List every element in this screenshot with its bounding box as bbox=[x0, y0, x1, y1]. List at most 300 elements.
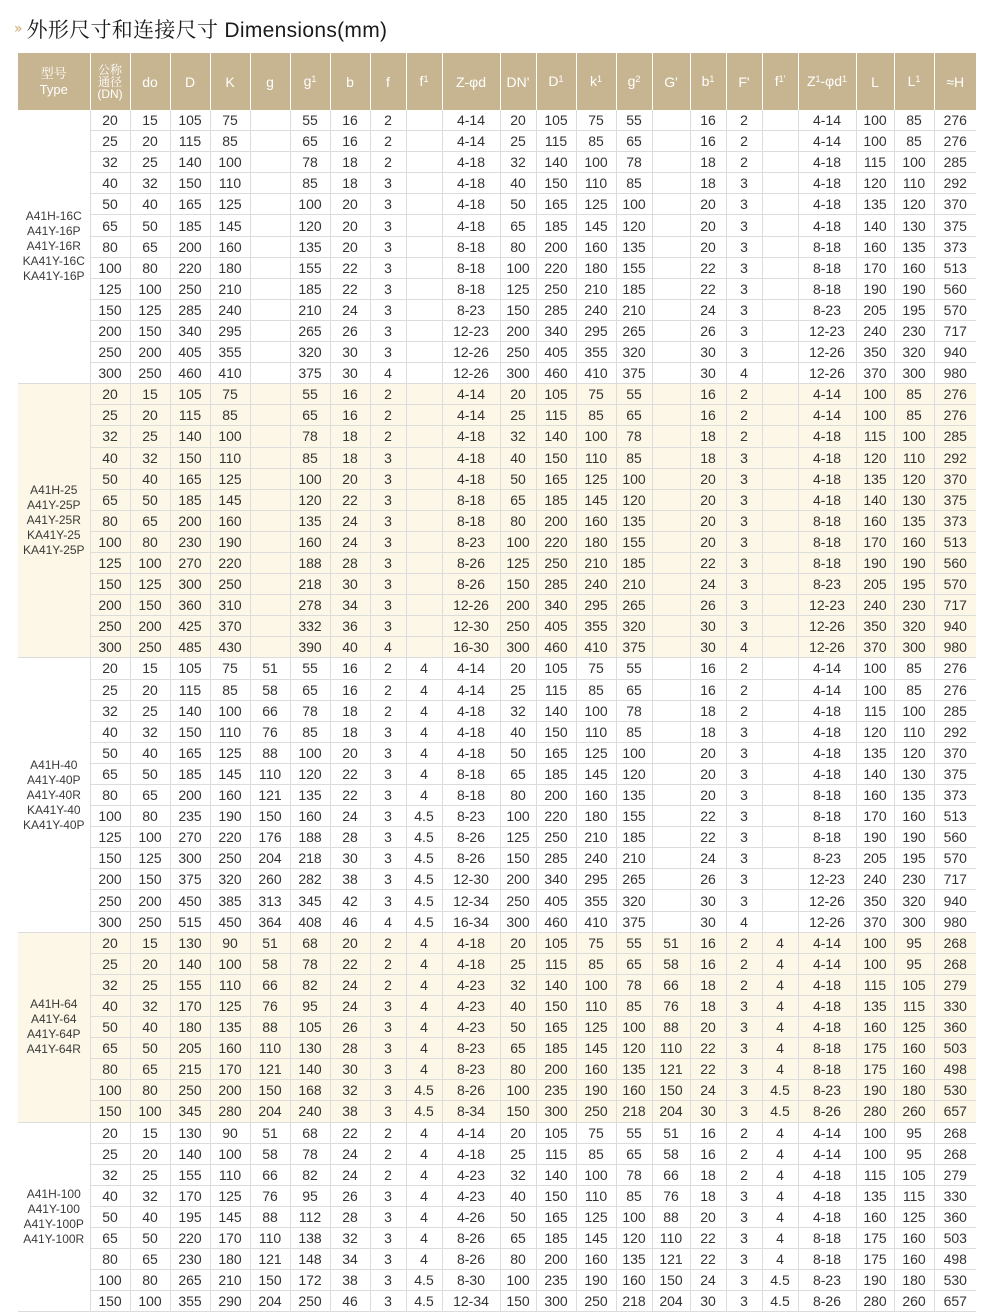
table-cell: 32 bbox=[330, 1080, 370, 1101]
table-cell: 160 bbox=[856, 510, 894, 531]
table-cell: 3 bbox=[726, 447, 762, 468]
table-cell: 4-14 bbox=[442, 679, 500, 700]
table-cell: 12-23 bbox=[442, 320, 500, 341]
table-cell: 140 bbox=[170, 152, 210, 173]
table-cell: 4 bbox=[762, 1143, 798, 1164]
table-cell: 3 bbox=[726, 806, 762, 827]
table-cell: 24 bbox=[330, 531, 370, 552]
table-cell bbox=[762, 827, 798, 848]
table-cell: 980 bbox=[934, 911, 976, 932]
table-cell bbox=[406, 257, 442, 278]
table-cell: 200 bbox=[90, 320, 130, 341]
table-cell: 18 bbox=[330, 152, 370, 173]
table-cell: 24 bbox=[330, 995, 370, 1016]
table-cell: 105 bbox=[536, 110, 576, 131]
table-cell: 8-26 bbox=[442, 827, 500, 848]
table-row bbox=[18, 447, 976, 468]
table-cell: 235 bbox=[170, 806, 210, 827]
table-cell: 88 bbox=[250, 1017, 290, 1038]
table-cell: 12-26 bbox=[442, 595, 500, 616]
table-cell: 190 bbox=[576, 1270, 616, 1291]
table-cell: 12-26 bbox=[442, 342, 500, 363]
table-cell: 4 bbox=[406, 742, 442, 763]
table-cell: 150 bbox=[130, 595, 170, 616]
table-row bbox=[18, 1038, 976, 1059]
table-cell bbox=[250, 236, 290, 257]
table-cell: 180 bbox=[576, 257, 616, 278]
table-cell: 155 bbox=[170, 1164, 210, 1185]
table-cell: 4-14 bbox=[798, 1143, 856, 1164]
table-row bbox=[18, 489, 976, 510]
table-cell: 20 bbox=[90, 1122, 130, 1143]
table-row bbox=[18, 742, 976, 763]
table-cell: 20 bbox=[690, 236, 726, 257]
table-cell: 4-18 bbox=[442, 700, 500, 721]
table-cell: 50 bbox=[90, 1206, 130, 1227]
table-cell: 135 bbox=[290, 236, 330, 257]
header-dn bbox=[90, 53, 130, 110]
table-cell: 100 bbox=[856, 131, 894, 152]
table-cell: 4-18 bbox=[798, 489, 856, 510]
table-cell: 110 bbox=[652, 1227, 690, 1248]
table-cell: 260 bbox=[250, 869, 290, 890]
table-cell: 65 bbox=[616, 1143, 652, 1164]
table-cell: 30 bbox=[330, 574, 370, 595]
table-cell: 135 bbox=[290, 510, 330, 531]
table-cell: 340 bbox=[536, 869, 576, 890]
table-cell: 120 bbox=[894, 468, 934, 489]
table-cell: 121 bbox=[250, 1059, 290, 1080]
table-cell: 3 bbox=[726, 995, 762, 1016]
table-cell: 100 bbox=[894, 700, 934, 721]
table-cell: 25 bbox=[90, 953, 130, 974]
table-cell: 485 bbox=[170, 637, 210, 658]
table-cell: 150 bbox=[170, 447, 210, 468]
table-cell: 115 bbox=[170, 679, 210, 700]
table-cell: 180 bbox=[894, 1270, 934, 1291]
table-cell: 120 bbox=[616, 489, 652, 510]
table-cell: 370 bbox=[934, 468, 976, 489]
table-cell: 110 bbox=[210, 721, 250, 742]
table-cell: 80 bbox=[500, 236, 536, 257]
table-row bbox=[18, 320, 976, 341]
header-f1-label: f bbox=[419, 72, 424, 89]
table-cell: 135 bbox=[894, 236, 934, 257]
table-cell: 195 bbox=[894, 299, 934, 320]
header-f1-prime-label: f bbox=[774, 72, 779, 89]
table-cell: 25 bbox=[500, 1143, 536, 1164]
table-cell: 140 bbox=[856, 763, 894, 784]
table-cell bbox=[250, 426, 290, 447]
table-cell: 185 bbox=[170, 489, 210, 510]
table-cell: 200 bbox=[536, 236, 576, 257]
table-cell: 4 bbox=[762, 1249, 798, 1270]
table-cell bbox=[762, 721, 798, 742]
table-cell: 105 bbox=[536, 1122, 576, 1143]
table-cell: 300 bbox=[170, 574, 210, 595]
table-cell: 16 bbox=[330, 384, 370, 405]
header-F-prime-label: F' bbox=[738, 73, 750, 90]
table-cell: 75 bbox=[576, 658, 616, 679]
table-cell: 100 bbox=[500, 257, 536, 278]
table-cell: 95 bbox=[894, 953, 934, 974]
table-cell: 200 bbox=[130, 890, 170, 911]
table-cell: 3 bbox=[726, 742, 762, 763]
table-cell bbox=[652, 637, 690, 658]
table-cell: 370 bbox=[856, 363, 894, 384]
table-cell: 85 bbox=[616, 721, 652, 742]
table-cell: 4-14 bbox=[798, 658, 856, 679]
table-row bbox=[18, 658, 976, 679]
table-cell: 250 bbox=[170, 278, 210, 299]
table-cell: 95 bbox=[290, 995, 330, 1016]
table-cell: 115 bbox=[856, 1164, 894, 1185]
table-cell: 4 bbox=[762, 995, 798, 1016]
table-cell: 176 bbox=[250, 827, 290, 848]
table-cell: 160 bbox=[576, 1249, 616, 1270]
table-cell: 24 bbox=[330, 1164, 370, 1185]
table-cell: 498 bbox=[934, 1249, 976, 1270]
table-cell: 4-14 bbox=[798, 131, 856, 152]
header-L-label: L bbox=[871, 73, 879, 90]
table-cell: 16 bbox=[330, 131, 370, 152]
table-cell: 4-18 bbox=[798, 1017, 856, 1038]
table-cell: 300 bbox=[536, 1101, 576, 1122]
table-row bbox=[18, 1017, 976, 1038]
table-cell: 320 bbox=[894, 342, 934, 363]
table-cell: 4-18 bbox=[442, 426, 500, 447]
table-cell bbox=[406, 320, 442, 341]
table-cell bbox=[250, 574, 290, 595]
table-cell: 15 bbox=[130, 110, 170, 131]
table-cell: 18 bbox=[690, 152, 726, 173]
table-cell: 8-23 bbox=[442, 299, 500, 320]
table-cell bbox=[406, 616, 442, 637]
table-cell: 160 bbox=[856, 785, 894, 806]
table-cell bbox=[652, 384, 690, 405]
table-cell: 125 bbox=[130, 848, 170, 869]
table-cell: 55 bbox=[616, 384, 652, 405]
table-cell: 51 bbox=[652, 932, 690, 953]
table-cell: 125 bbox=[500, 827, 536, 848]
table-cell: 2 bbox=[726, 700, 762, 721]
table-cell: 4-18 bbox=[798, 1164, 856, 1185]
table-cell bbox=[250, 405, 290, 426]
table-cell bbox=[762, 426, 798, 447]
table-cell: 140 bbox=[170, 426, 210, 447]
table-cell: 18 bbox=[330, 700, 370, 721]
table-cell: 16 bbox=[690, 1122, 726, 1143]
table-cell bbox=[652, 236, 690, 257]
table-cell: 250 bbox=[576, 1101, 616, 1122]
table-cell: 4-18 bbox=[442, 932, 500, 953]
table-cell: 560 bbox=[934, 278, 976, 299]
table-cell: 82 bbox=[290, 974, 330, 995]
table-cell: 300 bbox=[536, 1291, 576, 1312]
table-cell bbox=[406, 384, 442, 405]
table-cell: 16 bbox=[690, 110, 726, 131]
table-cell: 112 bbox=[290, 1206, 330, 1227]
type-cell bbox=[18, 1122, 90, 1312]
table-cell: 28 bbox=[330, 827, 370, 848]
table-cell bbox=[406, 447, 442, 468]
table-cell: 4-18 bbox=[798, 173, 856, 194]
table-cell: 4-18 bbox=[442, 468, 500, 489]
table-cell: 375 bbox=[934, 489, 976, 510]
table-cell: 188 bbox=[290, 552, 330, 573]
table-cell: 55 bbox=[290, 658, 330, 679]
header-g bbox=[250, 53, 290, 110]
table-row bbox=[18, 278, 976, 299]
table-cell: 3 bbox=[726, 1270, 762, 1291]
table-row bbox=[18, 574, 976, 595]
table-cell: 8-23 bbox=[442, 806, 500, 827]
table-cell: 190 bbox=[856, 827, 894, 848]
table-cell: 18 bbox=[330, 447, 370, 468]
table-cell: 125 bbox=[130, 299, 170, 320]
table-cell: 3 bbox=[726, 299, 762, 320]
table-cell: 4 bbox=[406, 1206, 442, 1227]
table-cell: 105 bbox=[536, 932, 576, 953]
table-cell: 58 bbox=[652, 1143, 690, 1164]
table-cell: 160 bbox=[894, 806, 934, 827]
table-cell: 110 bbox=[250, 1038, 290, 1059]
table-cell: 120 bbox=[894, 742, 934, 763]
table-cell: 4-18 bbox=[798, 700, 856, 721]
table-cell: 270 bbox=[170, 552, 210, 573]
table-cell: 150 bbox=[90, 299, 130, 320]
table-cell: 450 bbox=[210, 911, 250, 932]
table-cell: 3 bbox=[726, 763, 762, 784]
header-z1-label: Z bbox=[806, 72, 816, 89]
table-cell: 16 bbox=[690, 658, 726, 679]
table-cell: 100 bbox=[856, 405, 894, 426]
table-cell: 150 bbox=[536, 447, 576, 468]
table-cell: 22 bbox=[690, 806, 726, 827]
table-cell bbox=[250, 510, 290, 531]
table-cell: 4-18 bbox=[442, 721, 500, 742]
table-cell: 220 bbox=[170, 257, 210, 278]
table-cell: 320 bbox=[894, 616, 934, 637]
type-line: A41Y-25P bbox=[26, 498, 81, 513]
table-cell: 125 bbox=[130, 574, 170, 595]
table-cell: 980 bbox=[934, 637, 976, 658]
table-cell: 3 bbox=[726, 1249, 762, 1270]
table-cell: 3 bbox=[370, 721, 406, 742]
table-row bbox=[18, 1227, 976, 1248]
table-cell: 200 bbox=[210, 1080, 250, 1101]
table-cell: 200 bbox=[90, 869, 130, 890]
table-cell: 4 bbox=[406, 1038, 442, 1059]
table-cell: 78 bbox=[290, 426, 330, 447]
table-cell: 140 bbox=[290, 1059, 330, 1080]
table-cell: 405 bbox=[170, 342, 210, 363]
table-cell: 130 bbox=[170, 1122, 210, 1143]
table-cell: 18 bbox=[690, 974, 726, 995]
table-cell: 30 bbox=[330, 848, 370, 869]
header-b bbox=[330, 53, 370, 110]
header-f1-prime-index: 1' bbox=[778, 73, 786, 84]
table-cell: 65 bbox=[616, 131, 652, 152]
table-cell: 150 bbox=[500, 1291, 536, 1312]
table-cell: 300 bbox=[894, 363, 934, 384]
table-cell: 65 bbox=[90, 489, 130, 510]
table-cell: 330 bbox=[934, 1185, 976, 1206]
table-cell bbox=[762, 110, 798, 131]
header-g1-label: g bbox=[303, 72, 312, 89]
table-cell: 265 bbox=[616, 869, 652, 890]
table-cell: 100 bbox=[616, 1017, 652, 1038]
table-cell: 160 bbox=[210, 510, 250, 531]
table-cell: 2 bbox=[726, 405, 762, 426]
table-cell: 340 bbox=[536, 320, 576, 341]
table-cell: 230 bbox=[170, 531, 210, 552]
table-row bbox=[18, 1080, 976, 1101]
table-cell: 100 bbox=[894, 152, 934, 173]
table-cell: 20 bbox=[690, 785, 726, 806]
table-cell: 240 bbox=[576, 848, 616, 869]
table-cell: 285 bbox=[536, 848, 576, 869]
table-cell: 360 bbox=[170, 595, 210, 616]
table-cell: 4.5 bbox=[762, 1291, 798, 1312]
table-cell: 120 bbox=[856, 173, 894, 194]
table-cell: 3 bbox=[370, 1270, 406, 1291]
table-cell: 24 bbox=[330, 1143, 370, 1164]
table-cell: 28 bbox=[330, 552, 370, 573]
table-cell: 145 bbox=[210, 1206, 250, 1227]
table-cell: 3 bbox=[726, 595, 762, 616]
table-cell: 2 bbox=[726, 1122, 762, 1143]
table-cell bbox=[250, 468, 290, 489]
table-cell: 200 bbox=[536, 1249, 576, 1270]
table-cell: 100 bbox=[576, 974, 616, 995]
table-row bbox=[18, 468, 976, 489]
table-cell bbox=[406, 510, 442, 531]
table-cell: 3 bbox=[726, 468, 762, 489]
table-cell: 85 bbox=[290, 173, 330, 194]
table-cell: 3 bbox=[370, 1227, 406, 1248]
table-cell bbox=[652, 194, 690, 215]
table-cell: 215 bbox=[170, 1059, 210, 1080]
table-cell: 160 bbox=[856, 1206, 894, 1227]
table-cell: 25 bbox=[130, 1164, 170, 1185]
header-b1 bbox=[690, 53, 726, 110]
table-cell: 30 bbox=[690, 616, 726, 637]
table-cell: 513 bbox=[934, 531, 976, 552]
table-cell: 65 bbox=[130, 236, 170, 257]
type-line: A41H-40 bbox=[30, 757, 78, 772]
table-cell: 3 bbox=[370, 869, 406, 890]
table-cell: 85 bbox=[576, 953, 616, 974]
table-cell: 3 bbox=[370, 595, 406, 616]
pressure-group bbox=[18, 110, 976, 384]
table-cell: 8-18 bbox=[798, 531, 856, 552]
table-cell: 268 bbox=[934, 1122, 976, 1143]
table-cell bbox=[652, 320, 690, 341]
table-cell: 155 bbox=[170, 974, 210, 995]
table-cell: 100 bbox=[856, 953, 894, 974]
table-cell: 268 bbox=[934, 953, 976, 974]
header-phi-d-label: -φd bbox=[820, 72, 843, 89]
table-cell: 24 bbox=[330, 510, 370, 531]
table-cell: 170 bbox=[856, 257, 894, 278]
table-cell: 190 bbox=[856, 1270, 894, 1291]
table-cell: 135 bbox=[290, 785, 330, 806]
table-cell: 3 bbox=[370, 173, 406, 194]
table-cell bbox=[406, 405, 442, 426]
table-cell: 3 bbox=[370, 616, 406, 637]
table-cell: 185 bbox=[290, 278, 330, 299]
table-cell: 58 bbox=[250, 953, 290, 974]
table-row bbox=[18, 405, 976, 426]
table-cell: 165 bbox=[536, 1017, 576, 1038]
table-cell: 190 bbox=[894, 278, 934, 299]
table-cell: 8-18 bbox=[442, 785, 500, 806]
type-line: A41Y-16P bbox=[26, 224, 81, 239]
table-row bbox=[18, 363, 976, 384]
table-cell: 115 bbox=[894, 1185, 934, 1206]
table-cell: 240 bbox=[856, 320, 894, 341]
table-cell: 40 bbox=[130, 742, 170, 763]
table-cell: 170 bbox=[210, 1227, 250, 1248]
table-cell: 185 bbox=[616, 278, 652, 299]
table-cell: 190 bbox=[210, 806, 250, 827]
table-cell: 2 bbox=[726, 953, 762, 974]
table-cell: 12-26 bbox=[798, 890, 856, 911]
table-cell: 68 bbox=[290, 932, 330, 953]
table-cell: 105 bbox=[536, 384, 576, 405]
table-cell bbox=[762, 468, 798, 489]
table-cell bbox=[406, 173, 442, 194]
table-cell: 115 bbox=[536, 131, 576, 152]
table-cell: 85 bbox=[290, 721, 330, 742]
table-cell: 8-23 bbox=[442, 1059, 500, 1080]
table-cell: 185 bbox=[536, 215, 576, 236]
table-cell: 115 bbox=[856, 974, 894, 995]
table-cell: 65 bbox=[500, 1038, 536, 1059]
table-cell: 150 bbox=[500, 1101, 536, 1122]
header-type bbox=[18, 53, 90, 110]
table-cell: 30 bbox=[690, 342, 726, 363]
table-cell: 135 bbox=[856, 194, 894, 215]
table-cell: 280 bbox=[210, 1101, 250, 1122]
table-cell bbox=[250, 552, 290, 573]
header-K-label: K bbox=[225, 73, 235, 90]
table-cell: 140 bbox=[536, 700, 576, 721]
table-row bbox=[18, 806, 976, 827]
table-cell: 8-23 bbox=[798, 848, 856, 869]
table-cell: 160 bbox=[290, 806, 330, 827]
table-cell: 22 bbox=[690, 257, 726, 278]
table-cell: 66 bbox=[250, 974, 290, 995]
table-cell: 95 bbox=[894, 932, 934, 953]
table-cell: 160 bbox=[894, 1249, 934, 1270]
table-cell: 82 bbox=[290, 1164, 330, 1185]
table-cell: 460 bbox=[536, 363, 576, 384]
table-row bbox=[18, 1206, 976, 1227]
table-cell: 3 bbox=[726, 785, 762, 806]
table-cell: 80 bbox=[500, 785, 536, 806]
table-cell: 150 bbox=[170, 721, 210, 742]
table-cell: 4 bbox=[762, 932, 798, 953]
table-cell: 4-14 bbox=[442, 110, 500, 131]
table-cell: 40 bbox=[90, 995, 130, 1016]
table-cell: 503 bbox=[934, 1227, 976, 1248]
table-cell: 18 bbox=[330, 721, 370, 742]
table-cell: 190 bbox=[856, 278, 894, 299]
table-cell: 8-26 bbox=[442, 848, 500, 869]
table-cell: 4 bbox=[762, 1122, 798, 1143]
